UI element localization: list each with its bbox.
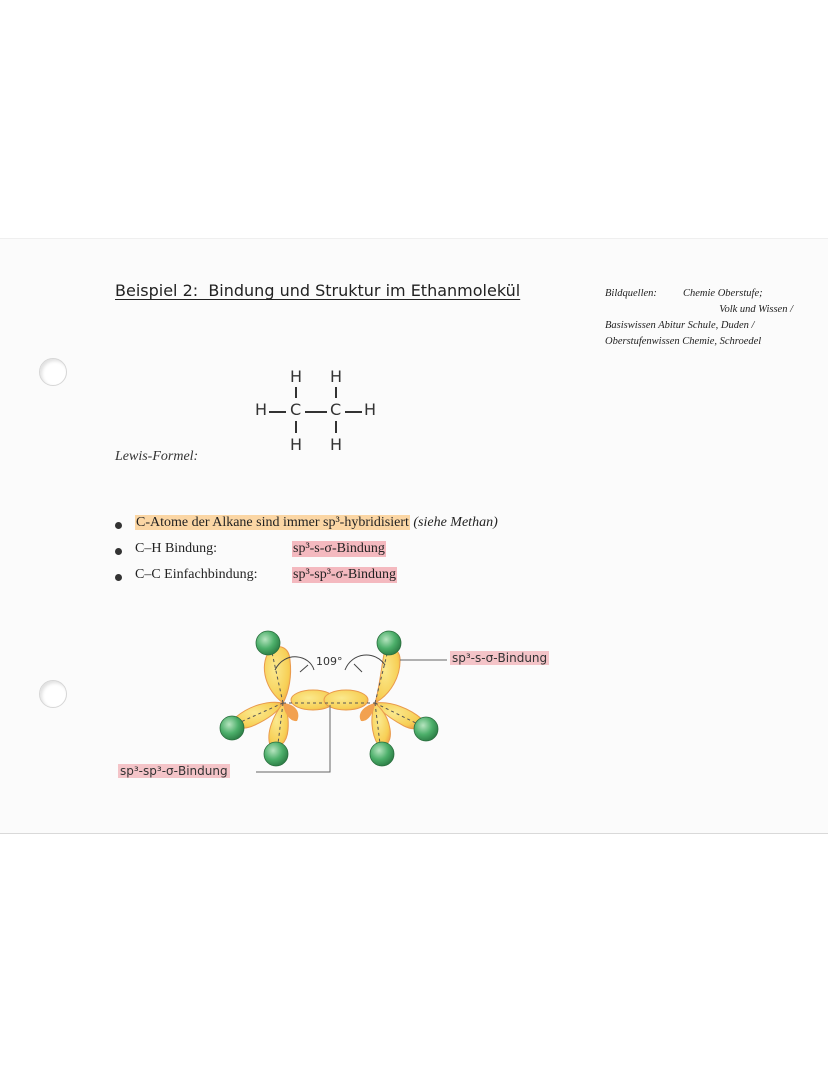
source-line-1: Chemie Oberstufe; <box>683 288 763 299</box>
source-line-2: Volk und Wissen / <box>719 304 793 315</box>
bond-h-c1 <box>269 411 286 413</box>
sources-label: Bildquellen: <box>605 288 657 299</box>
bond-c2-h <box>345 411 362 413</box>
atom-h-top-right: H <box>330 367 343 386</box>
atom-c1: C <box>290 400 302 419</box>
source-line-3: Basiswissen Abitur Schule, Duden / <box>605 320 755 331</box>
atom-h-bottom-left: H <box>290 435 303 454</box>
bullet-dot <box>115 548 122 555</box>
punch-hole-top <box>39 358 67 386</box>
punch-hole-bottom <box>39 680 67 708</box>
atom-h-top-left: H <box>290 367 303 386</box>
bond-c1-h-top <box>295 387 297 398</box>
sp3-sp3-sigma-bond-label: sp³-sp³-σ-Bindung <box>120 764 228 778</box>
hybridization-note: (siehe Methan) <box>413 515 498 530</box>
lewis-formula-label: Lewis-Formel: <box>115 449 199 464</box>
ch-bond-type: sp³-s-σ-Bindung <box>293 541 385 556</box>
sp3-s-sigma-bond-label: sp³-s-σ-Bindung <box>452 651 548 665</box>
cc-bond-label: C–C Einfachbindung: <box>135 567 258 582</box>
page-title: Beispiel 2: Bindung und Struktur im Ethanmolekül <box>115 281 521 300</box>
source-line-4: Oberstufenwissen Chemie, Schroedel <box>605 336 762 347</box>
hybridization-statement: C-Atome der Alkane sind immer sp³-hybridisiert <box>136 515 409 530</box>
cc-bond-type: sp³-sp³-σ-Bindung <box>293 567 397 582</box>
bullet-dot <box>115 522 122 529</box>
bond-c2-h-top <box>335 387 337 398</box>
atom-c2: C <box>330 400 342 419</box>
bullet-dot <box>115 574 122 581</box>
bond-c2-h-bottom <box>335 421 337 433</box>
ch-bond-label: C–H Bindung: <box>135 541 218 556</box>
image-sources <box>605 286 815 350</box>
bond-angle-label: 109° <box>316 655 343 668</box>
atom-h-right: H <box>364 400 377 419</box>
bond-c1-h-bottom <box>295 421 297 433</box>
atom-h-left: H <box>255 400 268 419</box>
atom-h-bottom-right: H <box>330 435 343 454</box>
bond-c1-c2 <box>305 411 327 413</box>
